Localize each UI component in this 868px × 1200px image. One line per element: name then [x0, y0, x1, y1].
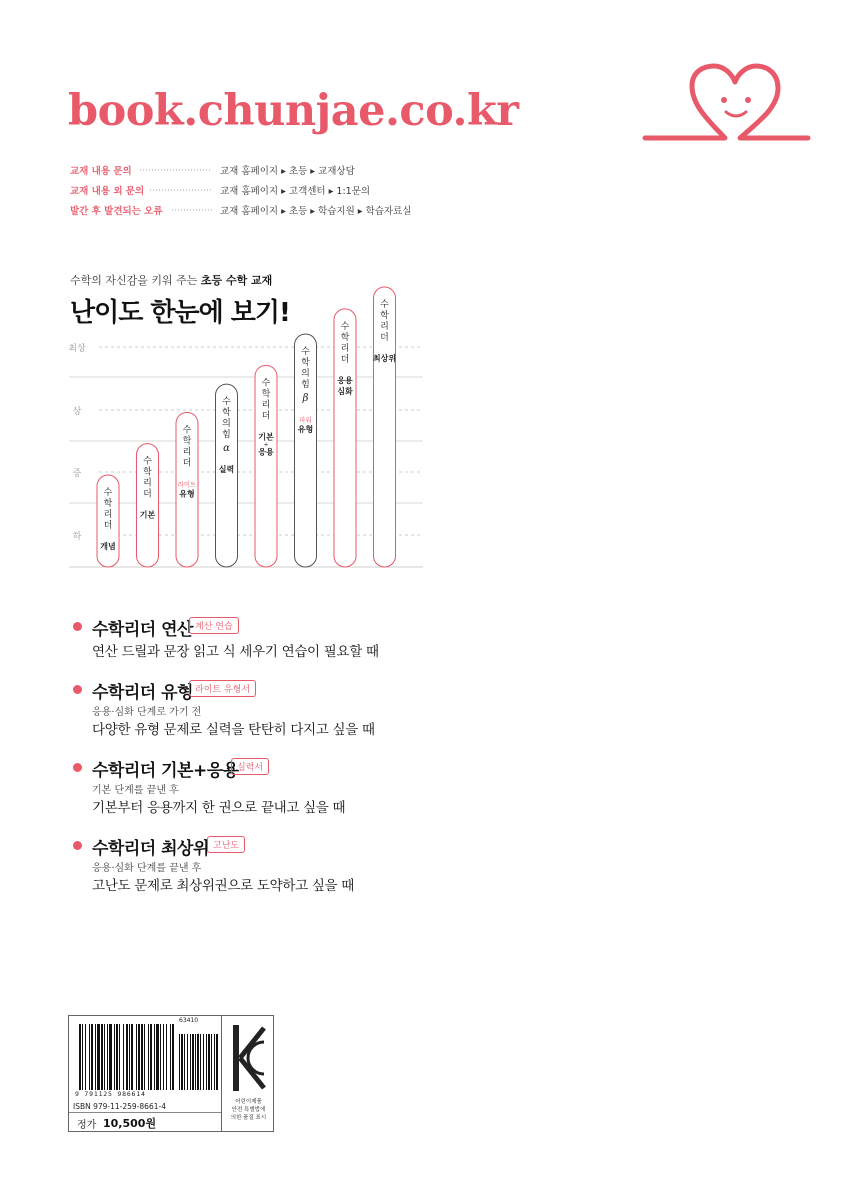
level-label: 하 — [72, 532, 82, 542]
price-value: 10,500원 — [103, 1117, 157, 1130]
kc-line: 어린이제품 — [235, 1099, 262, 1105]
bar-label-char: 학 — [340, 332, 350, 343]
product-tag: 고난도 — [207, 836, 245, 853]
barcode-bar — [79, 1024, 81, 1090]
bar-label-char: 리 — [261, 400, 271, 411]
barcode-bar — [101, 1024, 103, 1090]
barcode-addon-bar — [200, 1034, 201, 1090]
product-name: 수학리더 유형 — [92, 683, 193, 703]
bar-tag: 실력 — [218, 465, 235, 475]
bar-label-char: 더 — [340, 354, 350, 365]
barcode-bar — [85, 1024, 86, 1090]
heart-smiley-icon — [640, 60, 810, 150]
headline: 난이도 한눈에 보기! — [70, 298, 290, 328]
contact-label: 발간 후 발견되는 오류 — [70, 206, 163, 217]
product-tag: 실력서 — [231, 758, 269, 775]
bar-tag: 심화 — [337, 386, 353, 396]
bar-label-char: 학 — [103, 499, 113, 509]
product-desc: 연산 드릴과 문장 읽고 식 세우기 연습이 필요할 때 — [92, 644, 379, 660]
contact-info — [70, 163, 470, 223]
barcode-addon-bar — [216, 1034, 218, 1090]
product-desc: 고난도 문제로 최상위권으로 도약하고 싶을 때 — [92, 878, 355, 894]
barcode-addon-bar — [206, 1034, 207, 1090]
barcode-addon-bar — [179, 1034, 180, 1090]
product-note: 응용·심화 단계로 가기 전 — [92, 707, 202, 718]
kc-caption — [224, 1098, 273, 1122]
barcode-bar — [114, 1024, 115, 1090]
bar-label-char: 학 — [143, 467, 152, 478]
bar-label-char: 학 — [261, 389, 271, 400]
barcode-addon-bar — [211, 1034, 212, 1090]
bar-label-char: 수 — [301, 347, 310, 357]
barcode-bar — [150, 1024, 152, 1090]
bar-tag-sub: 라이트 — [177, 480, 197, 489]
contact-path: 교재 홈페이지 ▸ 초등 ▸ 학습지원 ▸ 학습자료실 — [220, 206, 412, 217]
level-label: 최상 — [68, 344, 86, 354]
product-name: 수학리더 기본+응용 — [92, 761, 239, 781]
bar-label-char: 더 — [261, 411, 271, 422]
price-label: 정가 — [77, 1120, 97, 1131]
bar-tag: 개념 — [100, 542, 116, 551]
bar-tag: 최상위 — [372, 354, 397, 363]
product-name: 수학리더 최상위 — [92, 839, 209, 859]
bullet-icon — [73, 685, 82, 694]
bar-label-char: 의 — [301, 369, 310, 379]
contact-label: 교재 내용 문의 — [70, 166, 132, 177]
bar-label-char: 학 — [182, 436, 192, 447]
barcode-bar — [119, 1024, 120, 1090]
barcode-bar — [144, 1024, 145, 1090]
bullet-icon — [73, 622, 82, 631]
barcode-bar — [138, 1024, 140, 1090]
level-label: 상 — [72, 407, 82, 417]
barcode-bar — [172, 1024, 174, 1090]
product-note: 기본 단계를 끝낸 후 — [92, 785, 179, 796]
barcode-bar — [148, 1024, 149, 1090]
bullet-icon — [73, 841, 82, 850]
bar-tag-plus: + — [263, 441, 269, 449]
barcode-digits: 9 791125 986614 — [75, 1090, 146, 1098]
barcode-bar — [126, 1024, 128, 1090]
bar-greek: α — [223, 443, 230, 455]
barcode-bar — [82, 1024, 83, 1090]
barcode-bar — [95, 1024, 96, 1090]
bar-tag: 유형 — [297, 425, 314, 434]
bar-label-char: 수 — [340, 321, 350, 332]
site-url[interactable]: book.chunjae.co.kr — [68, 86, 519, 136]
bar-label-char: 수 — [182, 425, 192, 436]
barcode-addon-bar — [203, 1034, 204, 1090]
barcode-bar — [89, 1024, 90, 1090]
dotted-leaders — [70, 163, 220, 223]
bar-label-char: 수 — [380, 300, 389, 310]
barcode-addon-bar — [187, 1034, 188, 1090]
barcode-bar — [141, 1024, 143, 1090]
intro-text — [70, 272, 272, 288]
contact-path: 교재 홈페이지 ▸ 초등 ▸ 교재상담 — [220, 166, 355, 177]
bar-label-char: 수 — [143, 456, 152, 467]
contact-path: 교재 홈페이지 ▸ 고객센터 ▸ 1:1문의 — [220, 186, 371, 197]
bullet-icon — [73, 763, 82, 772]
barcode-addon-bar — [184, 1034, 185, 1090]
barcode-addon-bar — [181, 1034, 183, 1090]
intro-emphasis: 초등 수학 교재 — [200, 274, 273, 287]
kc-line: 의한 품질 표시 — [230, 1115, 267, 1121]
barcode-bar — [107, 1024, 108, 1090]
bar-label-char: 학 — [222, 408, 231, 419]
barcode-addon: 63410 — [179, 1017, 199, 1024]
barcode-addon-bar — [197, 1034, 199, 1090]
barcode-bar — [97, 1024, 100, 1090]
bar-label-char: 의 — [222, 419, 231, 430]
bar-tag: 응용 — [258, 447, 274, 457]
bar-label-char: 리 — [340, 343, 350, 354]
bar-label-char: 리 — [182, 447, 192, 458]
bar-tag: 유형 — [179, 489, 195, 499]
kc-mark-box — [221, 1015, 274, 1132]
barcode-bar — [154, 1024, 155, 1090]
barcode-addon-bar — [214, 1034, 215, 1090]
intro-prefix: 수학의 자신감을 키워 주는 — [70, 274, 201, 287]
bar-label-char: 학 — [301, 358, 310, 368]
bar-label-char: 수 — [222, 397, 231, 408]
bar-label-char: 힘 — [301, 380, 310, 390]
bar-label-char: 힘 — [222, 430, 231, 441]
bar-label-char: 수 — [261, 378, 271, 389]
barcode-bar — [123, 1024, 124, 1090]
bar-label-char: 더 — [103, 521, 113, 531]
bar-tag-sub: 파워 — [299, 416, 312, 424]
barcode-bar — [91, 1024, 93, 1090]
bar-tag: 기본 — [139, 510, 156, 520]
isbn: ISBN 979-11-259-8661-4 — [73, 1102, 166, 1111]
bar-label-char: 수 — [103, 488, 113, 498]
barcode-bar — [116, 1024, 118, 1090]
barcode-bar — [160, 1024, 161, 1090]
product-note: 응용·심화 단계를 끝낸 후 — [92, 863, 202, 874]
barcode-bar — [136, 1024, 137, 1090]
divider — [69, 1112, 221, 1113]
barcode-addon-bar — [192, 1034, 194, 1090]
bar-label-char: 리 — [380, 322, 389, 332]
bar-greek: β — [302, 393, 309, 404]
product-desc: 다양한 유형 문제로 실력을 탄탄히 다지고 싶을 때 — [92, 722, 375, 738]
barcode-bar — [129, 1024, 130, 1090]
bar-label-char: 리 — [143, 478, 152, 489]
product-tag: 계산 연습 — [189, 617, 239, 634]
barcode-bar — [163, 1024, 164, 1090]
bar-label-char: 리 — [103, 510, 113, 520]
product-tag: 라이트 유형서 — [189, 680, 256, 697]
barcode-bar — [104, 1024, 105, 1090]
kc-certification-icon — [232, 1024, 266, 1092]
bar-label-char: 더 — [380, 333, 389, 343]
barcode-addon-bar — [190, 1034, 191, 1090]
bar-tag: 기본 — [258, 432, 274, 442]
contact-label: 교재 내용 외 문의 — [70, 186, 145, 197]
level-label: 중 — [72, 469, 82, 479]
product-desc: 기본부터 응용까지 한 권으로 끝내고 싶을 때 — [92, 800, 346, 816]
barcode-bar — [131, 1024, 133, 1090]
bar-label-char: 더 — [143, 489, 152, 500]
bar-label-char: 학 — [380, 311, 389, 321]
product-name: 수학리더 연산 — [92, 620, 193, 640]
barcode-bar — [166, 1024, 167, 1090]
barcode-addon-bar — [208, 1034, 210, 1090]
barcode-bar — [156, 1024, 159, 1090]
kc-line: 안전 특별법에 — [231, 1107, 266, 1113]
bar-tag: 응용 — [337, 375, 353, 385]
barcode-addon-bar — [195, 1034, 196, 1090]
barcode-bar — [109, 1024, 112, 1090]
bar-label-char: 더 — [182, 458, 192, 469]
barcode-bar — [170, 1024, 171, 1090]
